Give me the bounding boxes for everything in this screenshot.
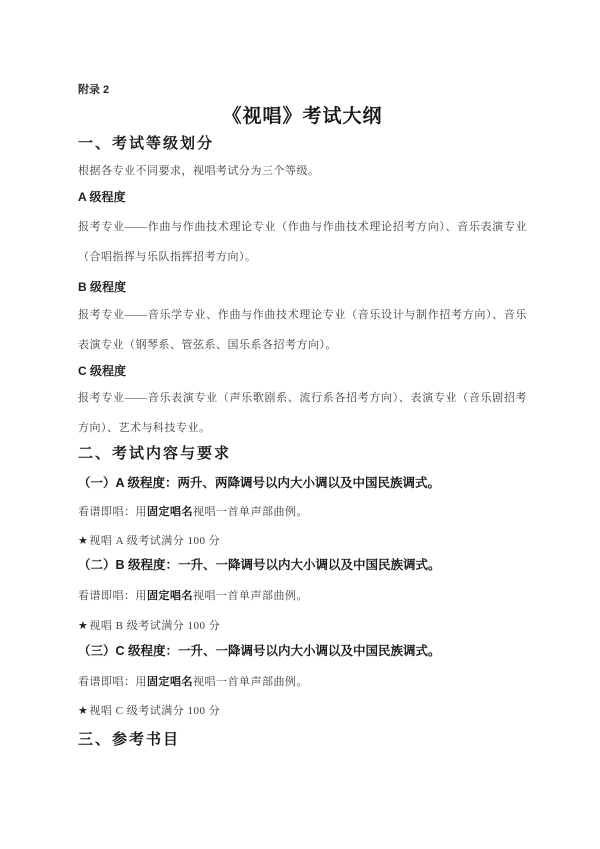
level-a-heading: A 级程度 bbox=[78, 190, 126, 204]
score-text: 视唱 C 级考试满分 100 分 bbox=[89, 705, 221, 717]
exam-item-b-method bbox=[78, 588, 527, 604]
method-prefix: 看谱即唱：用 bbox=[78, 590, 147, 602]
section-1-intro: 根据各专业不同要求，视唱考试分为三个等级。 bbox=[78, 165, 320, 177]
score-text: 视唱 A 级考试满分 100 分 bbox=[89, 535, 221, 547]
exam-item-a-heading: （一）A 级程度：两升、两降调号以内大小调以及中国民族调式。 bbox=[78, 476, 441, 490]
appendix-label: 附录 2 bbox=[78, 84, 110, 96]
method-prefix: 看谱即唱：用 bbox=[78, 506, 147, 518]
method-prefix: 看谱即唱：用 bbox=[78, 676, 147, 688]
method-bold-term: 固定唱名 bbox=[147, 590, 193, 602]
exam-item-a-score bbox=[78, 533, 527, 549]
level-c-description: 报考专业——音乐表演专业（声乐歌剧系、流行系各招考方向）、表演专业（音乐剧招考方向）、艺术与科技专业。 bbox=[78, 392, 527, 434]
document-title: 《视唱》考试大纲 bbox=[222, 106, 383, 127]
star-icon: ★ bbox=[78, 705, 89, 717]
score-text: 视唱 B 级考试满分 100 分 bbox=[89, 620, 221, 632]
section-2-heading: 二、考试内容与要求 bbox=[78, 446, 232, 462]
star-icon: ★ bbox=[78, 535, 89, 547]
star-icon: ★ bbox=[78, 620, 89, 632]
exam-item-b-heading: （二）B 级程度：一升、一降调号以内大小调以及中国民族调式。 bbox=[78, 558, 441, 572]
exam-item-c-score bbox=[78, 703, 527, 719]
method-suffix: 视唱一首单声部曲例。 bbox=[193, 676, 308, 688]
exam-item-a-method bbox=[78, 504, 527, 520]
level-a-description: 报考专业——作曲与作曲技术理论专业（作曲与作曲技术理论招考方向）、音乐表演专业（合唱指挥与乐队指挥招考方向）。 bbox=[78, 221, 527, 263]
exam-item-c-heading: （三）C 级程度：一升、一降调号以内大小调以及中国民族调式。 bbox=[78, 644, 441, 658]
section-3-heading: 三、参考书目 bbox=[78, 732, 181, 748]
method-bold-term: 固定唱名 bbox=[147, 676, 193, 688]
section-1-heading: 一、考试等级划分 bbox=[78, 136, 215, 152]
method-bold-term: 固定唱名 bbox=[147, 506, 193, 518]
method-suffix: 视唱一首单声部曲例。 bbox=[193, 506, 308, 518]
exam-item-c-method bbox=[78, 674, 527, 690]
level-c-heading: C 级程度 bbox=[78, 364, 127, 378]
level-b-description: 报考专业——音乐学专业、作曲与作曲技术理论专业（音乐设计与制作招考方向）、音乐表演专业（钢琴系、管弦系、国乐系各招考方向）。 bbox=[78, 309, 527, 351]
exam-item-b-score bbox=[78, 618, 527, 634]
method-suffix: 视唱一首单声部曲例。 bbox=[193, 590, 308, 602]
level-b-heading: B 级程度 bbox=[78, 280, 127, 294]
